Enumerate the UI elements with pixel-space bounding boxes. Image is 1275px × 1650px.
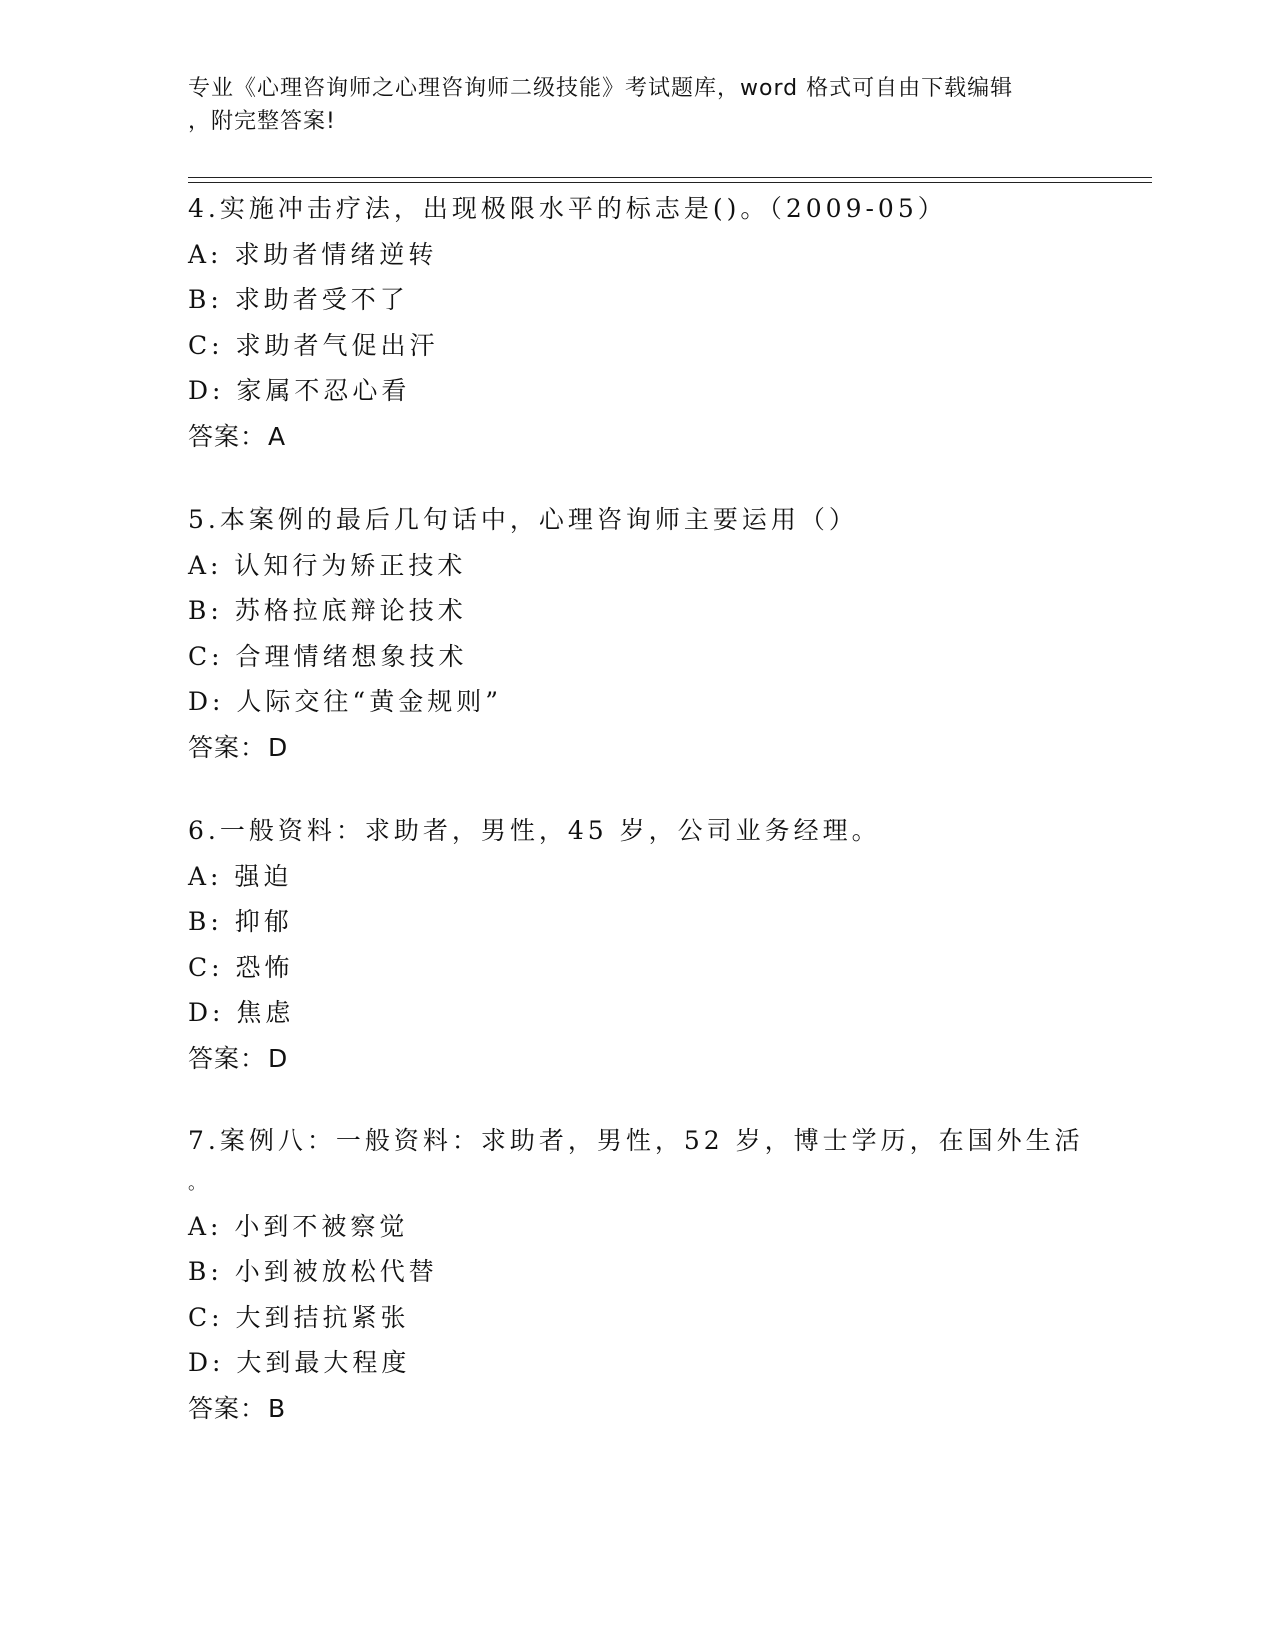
option-a: A: 强迫 [188,861,293,891]
answer-line [188,1036,1088,1082]
option-c: C: 合理情绪想象技术 [188,641,468,671]
answer-line [188,414,1088,460]
question-stem: 5.本案例的最后几句话中，心理咨询师主要运用（） [188,505,858,534]
option-b: B: 求助者受不了 [188,285,409,314]
option-d: D: 焦虑 [188,998,295,1027]
question-block-6 [188,808,1088,1081]
header-rule-bottom [188,182,1152,183]
answer-value: A [268,421,287,451]
option-b: B: 抑郁 [188,907,293,936]
answer-value: D [268,732,289,762]
header-rule-top [188,177,1152,178]
option-c: C: 求助者气促出汗 [188,330,439,360]
option-b: B: 苏格拉底辩论技术 [188,596,467,625]
document-header [188,72,1068,138]
answer-value: B [268,1393,287,1423]
question-stem: 7.案例八：一般资料：求助者，男性，52 岁，博士学历，在国外生活 [188,1126,1084,1155]
answer-label: 答案： [188,421,267,451]
option-d: D: 大到最大程度 [188,1348,411,1377]
option-c: C: 大到拮抗紧张 [188,1302,410,1332]
answer-line [188,1386,1088,1432]
question-stem: 6.一般资料：求助者，男性，45 岁，公司业务经理。 [188,816,881,845]
answer-label: 答案： [188,1043,267,1073]
question-block-7 [188,1118,1088,1431]
question-stem: 4.实施冲击疗法，出现极限水平的标志是()。（2009-05） [188,194,947,223]
option-c: C: 恐怖 [188,952,294,982]
header-line-1: 专业《心理咨询师之心理咨询师二级技能》考试题库，word 格式可自由下载编辑 [188,76,1014,101]
answer-label: 答案： [188,732,267,762]
answer-label: 答案： [188,1393,267,1423]
option-b: B: 小到被放松代替 [188,1257,438,1286]
answer-line [188,725,1088,771]
answer-value: D [268,1043,289,1073]
question-stem-continuation: 。 [188,1172,210,1194]
question-block-5 [188,497,1088,770]
option-a: A: 小到不被察觉 [188,1211,409,1241]
question-block-4 [188,186,1088,459]
option-a: A: 求助者情绪逆转 [188,239,438,269]
option-d: D: 家属不忍心看 [188,376,411,405]
header-line-2: ，附完整答案! [188,109,336,134]
option-a: A: 认知行为矫正技术 [188,550,467,580]
option-d: D: 人际交往“黄金规则” [188,687,502,716]
